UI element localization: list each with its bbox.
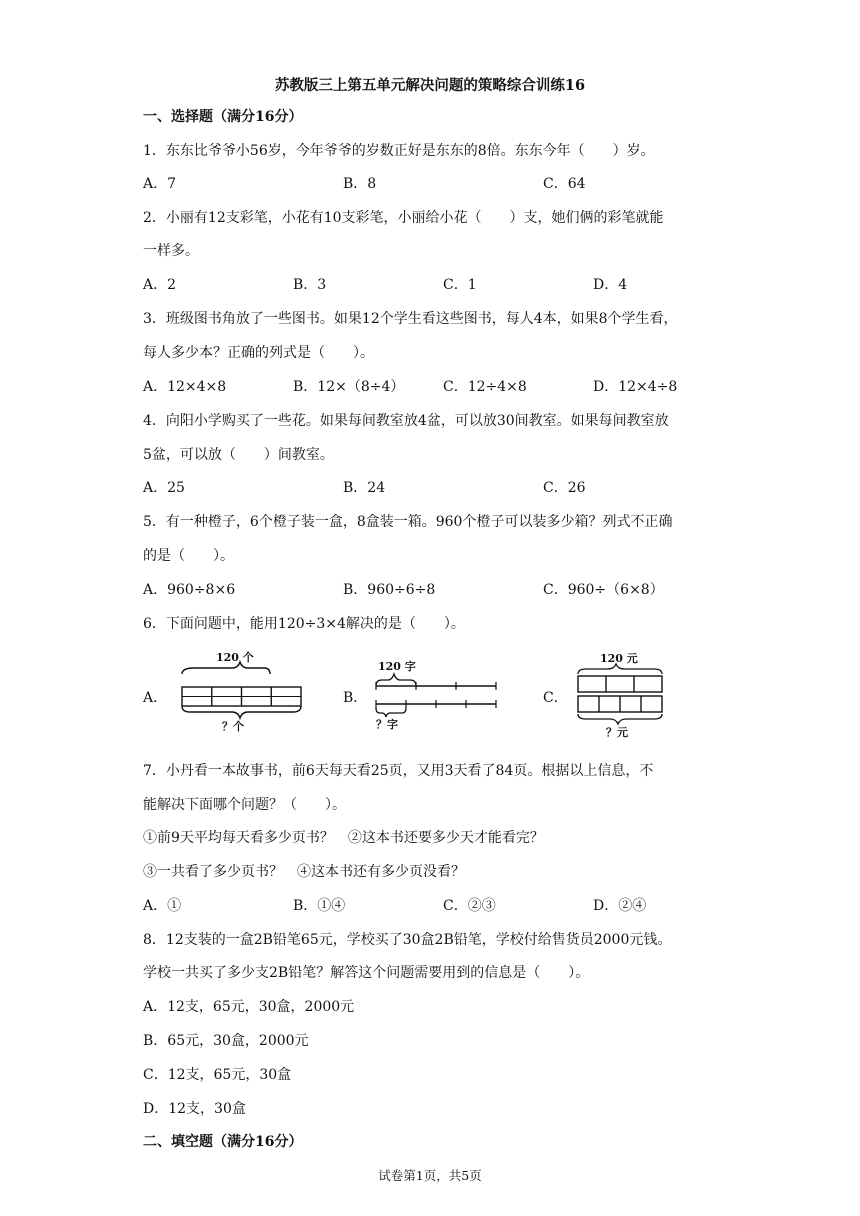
question-1-text: 1．东东比爷爷小56岁，今年爷爷的岁数正好是东东的8倍。东东今年（ ）岁。 <box>143 143 655 159</box>
question-5-line-1: 5．有一种橙子，6个橙子装一盒，8盒装一箱。960个橙子可以装多少箱？列式不正确 <box>143 514 673 530</box>
section-heading-fill-in: 二、填空题（满分16分） <box>143 1134 303 1150</box>
question-2-option-d: D．4 <box>593 277 628 293</box>
question-4-line-1: 4．向阳小学购买了一些花。如果每间教室放4盆，可以放30间教室。如果每间教室放 <box>143 413 669 429</box>
page-footer: 试卷第1页，共5页 <box>378 1168 482 1183</box>
question-6-option-a: A． <box>143 690 168 706</box>
question-4-option-a: A．25 <box>143 480 185 496</box>
question-5-option-c: C．960÷（6×8） <box>543 582 664 598</box>
bar-model-figure-c <box>570 648 670 740</box>
question-7-line-2: 能解决下面哪个问题？（ ）。 <box>143 797 346 813</box>
question-7-option-b: B．①④ <box>293 898 346 914</box>
question-2-line-1: 2．小丽有12支彩笔，小花有10支彩笔，小丽给小花（ ）支，她们俩的彩笔就能 <box>143 210 664 226</box>
question-7-option-a: A．① <box>143 898 182 914</box>
question-1-option-c: C．64 <box>543 176 586 192</box>
figure-a-bottom-label: ？个 <box>222 720 244 733</box>
question-2-line-2: 一样多。 <box>143 243 199 259</box>
question-2-option-c: C．1 <box>443 277 477 293</box>
question-6-option-b: B． <box>343 690 368 706</box>
question-1-option-a: A．7 <box>143 176 177 192</box>
question-4-option-b: B．24 <box>343 480 386 496</box>
question-3-line-2: 每人多少本？正确的列式是（ ）。 <box>143 345 374 361</box>
question-5-option-a: A．960÷8×6 <box>143 582 236 598</box>
question-7-line-4: ③一共看了多少页书？ ④这本书还有多少页没看？ <box>143 864 465 880</box>
bar-model-figure-a <box>170 650 310 740</box>
figure-c-top-label: 120 元 <box>600 652 638 665</box>
question-4-line-2: 5盆，可以放（ ）间教室。 <box>143 447 334 463</box>
figure-c-bottom-label: ？元 <box>606 726 628 739</box>
question-4-option-c: C．26 <box>543 480 586 496</box>
figure-b-bottom-label: ？字 <box>376 718 398 731</box>
question-7-option-d: D．②④ <box>593 898 647 914</box>
question-6-text: 6．下面问题中，能用120÷3×4解决的是（ ）。 <box>143 616 465 632</box>
figure-a-top-label: 120 个 <box>216 651 254 664</box>
question-8-option-c: C．12支，65元，30盒 <box>143 1067 292 1083</box>
question-7-line-1: 7．小丹看一本故事书，前6天每天看25页，又用3天看了84页。根据以上信息，不 <box>143 763 654 779</box>
question-8-line-2: 学校一共买了多少支2B铅笔？解答这个问题需要用到的信息是（ ）。 <box>143 965 590 981</box>
question-6-option-c: C． <box>543 690 568 706</box>
question-8-option-d: D．12支，30盒 <box>143 1101 246 1117</box>
question-5-line-2: 的是（ ）。 <box>143 548 234 564</box>
question-8-option-a: A．12支，65元，30盒，2000元 <box>143 999 355 1015</box>
section-heading-choice: 一、选择题（满分16分） <box>143 109 303 125</box>
question-3-option-c: C．12÷4×8 <box>443 379 527 395</box>
question-3-line-1: 3．班级图书角放了一些图书。如果12个学生看这些图书，每人4本，如果8个学生看， <box>143 311 678 327</box>
question-1-option-b: B．8 <box>343 176 377 192</box>
question-3-option-b: B．12×（8÷4） <box>293 379 405 395</box>
question-2-option-a: A．2 <box>143 277 177 293</box>
figure-b-top-label: 120 字 <box>378 660 416 673</box>
question-8-line-1: 8．12支装的一盒2B铅笔65元，学校买了30盒2B铅笔，学校付给售货员2000元钱。 <box>143 932 672 948</box>
question-7-line-3: ①前9天平均每天看多少页书？ ②这本书还要多少天才能看完？ <box>143 830 544 846</box>
question-8-option-b: B．65元，30盒，2000元 <box>143 1033 309 1049</box>
question-2-option-b: B．3 <box>293 277 327 293</box>
question-7-option-c: C．②③ <box>443 898 496 914</box>
page-title: 苏教版三上第五单元解决问题的策略综合训练16 <box>274 77 586 94</box>
bar-model-figure-b <box>368 652 508 732</box>
question-5-option-b: B．960÷6÷8 <box>343 582 436 598</box>
question-3-option-d: D．12×4÷8 <box>593 379 678 395</box>
question-3-option-a: A．12×4×8 <box>143 379 227 395</box>
